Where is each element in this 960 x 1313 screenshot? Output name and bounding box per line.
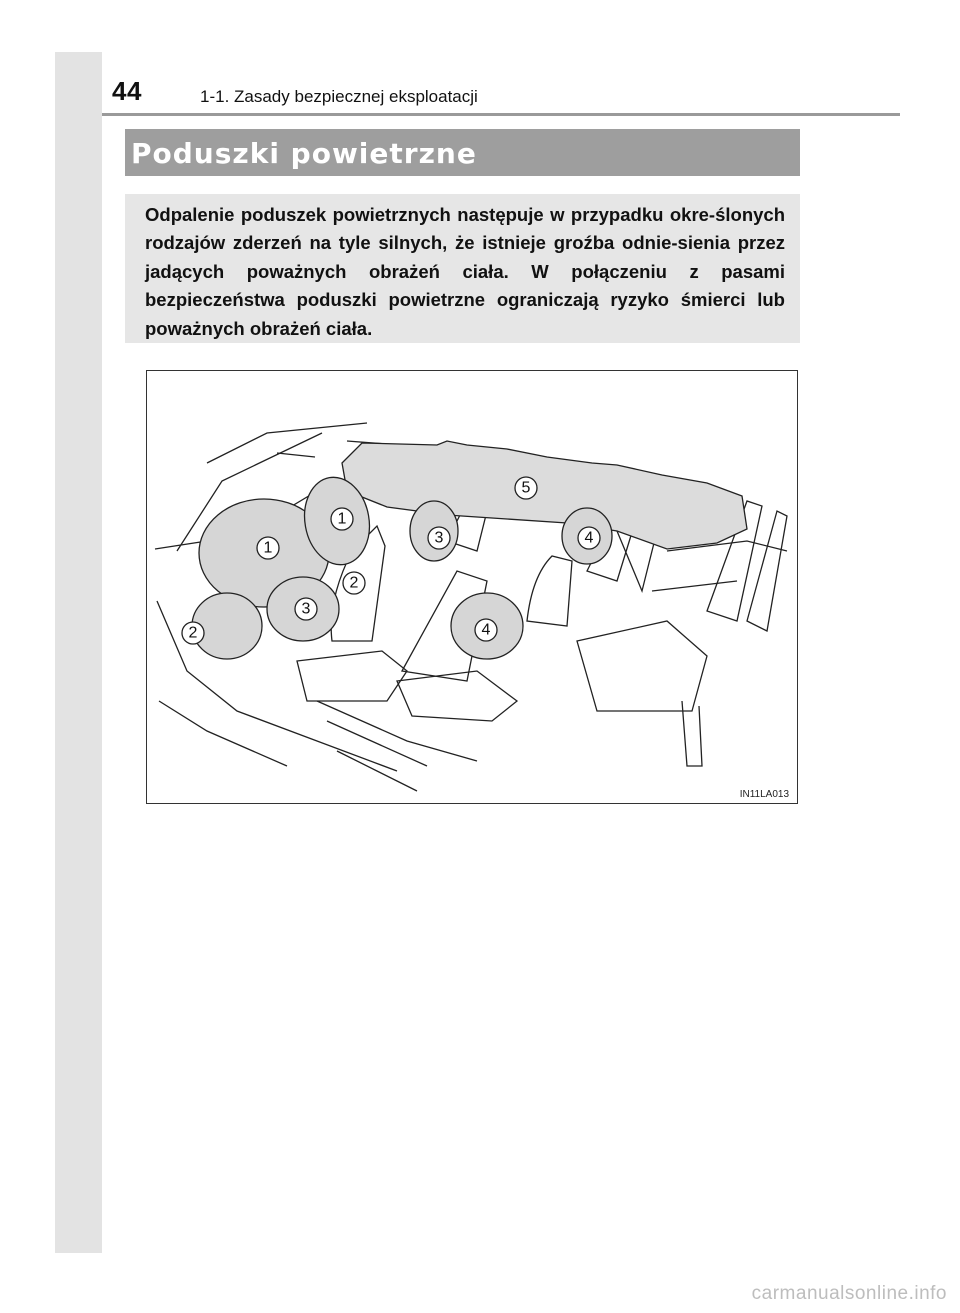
page-number: 44 [112, 76, 142, 106]
airbag-figure [146, 370, 798, 804]
running-head: 1-1. Zasady bezpiecznej eksploatacji [200, 87, 478, 106]
callout-2-front: 2 [349, 574, 359, 592]
callout-2-left: 2 [188, 624, 198, 642]
callout-4-side: 4 [481, 621, 491, 639]
callout-1-front: 1 [263, 539, 273, 557]
header-rule [102, 113, 900, 116]
callout-1-knee: 1 [337, 510, 347, 528]
figure-code: IN11LA013 [739, 789, 789, 800]
callout-3-side: 3 [301, 600, 311, 618]
watermark: carmanualsonline.info [751, 1283, 947, 1304]
side-strip [55, 52, 102, 1253]
intro-text: Odpalenie poduszek powietrznych następuje w przypadku okre-ślonych rodzajów zderzeń na tyle silnych, że istnieje groźba odnie-sienia przez jadących poważnych obrażeń ciała. W połączeniu z pasami bezpieczeństwa poduszki powietrzne ograniczają ryzyko śmierci lub poważnych obrażeń ciała. [145, 204, 785, 339]
callout-5-curtain: 5 [521, 479, 531, 497]
callout-4-rear: 4 [584, 529, 594, 547]
callout-3-rear: 3 [434, 529, 444, 547]
section-title: Poduszki powietrzne [131, 137, 477, 170]
vehicle-interior-illustration [147, 371, 797, 803]
